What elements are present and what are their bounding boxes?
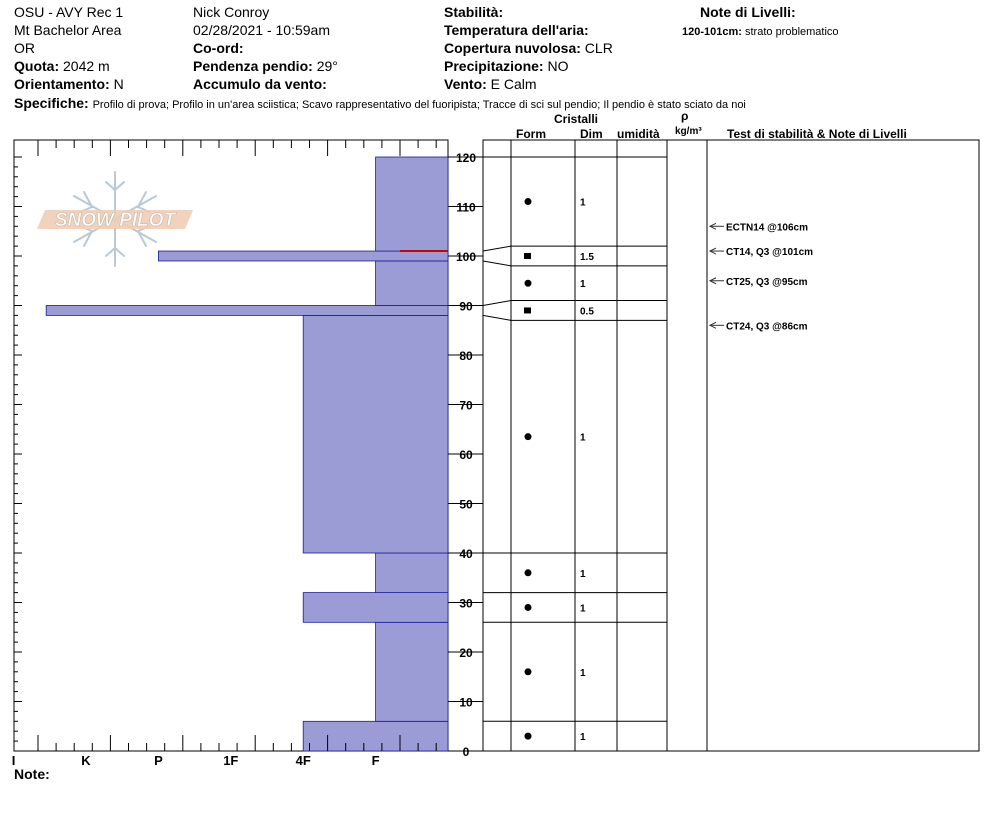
air-temp-label: Temperatura dell'aria:	[444, 22, 589, 38]
height-tick-label: 100	[455, 250, 477, 264]
precip-value: NO	[547, 58, 569, 74]
observer-name: Nick Conroy	[193, 4, 270, 20]
precip-label: Precipitazione:	[444, 58, 544, 74]
hardness-layer-bar	[376, 622, 448, 721]
specifics-label: Specifiche:	[14, 95, 89, 111]
grain-form-round-icon	[525, 604, 532, 611]
grain-rows	[511, 157, 667, 743]
grain-size-value: 1	[580, 197, 586, 209]
hardness-layer-bar	[46, 306, 448, 316]
layer-connector-line	[483, 246, 511, 251]
layer-connector-line	[483, 315, 511, 320]
height-tick-label: 90	[459, 299, 473, 314]
stability-tests	[710, 222, 813, 332]
aspect-label: Orientamento:	[14, 76, 110, 92]
height-tick-label: 110	[456, 200, 476, 215]
layer-note-text: strato problematico	[745, 26, 839, 38]
height-tick-label: 30	[459, 596, 473, 611]
layer-connector-line	[483, 301, 511, 306]
hardness-layer-bar	[376, 261, 448, 306]
grain-size-value: 1	[580, 667, 586, 679]
hardness-tick-label: I	[11, 753, 16, 768]
hardness-layer-bar	[376, 157, 448, 251]
wind-label: Vento:	[444, 76, 487, 92]
coord-label: Co-ord:	[193, 40, 244, 56]
elevation-value: 2042 m	[63, 58, 110, 74]
grain-size-value: 0.5	[580, 306, 594, 318]
hardness-layer-bar	[303, 315, 448, 553]
height-tick-label: 0	[462, 745, 470, 759]
col-density-symbol: ρ	[681, 109, 689, 123]
stability-test-label: ECTN14 @106cm	[726, 222, 809, 234]
wind-loading-label: Accumulo da vento:	[193, 76, 327, 92]
grain-size-value: 1	[580, 432, 586, 444]
hardness-layer-bar	[158, 251, 448, 261]
col-moisture: umidità	[617, 127, 660, 141]
col-crystals: Cristalli	[554, 112, 599, 126]
location-area: Mt Bachelor Area	[14, 22, 122, 38]
logo-text: SNOW PILOT	[54, 210, 176, 231]
hardness-tick-label: F	[371, 753, 380, 768]
col-size: Dim	[580, 127, 603, 141]
location-state: OR	[14, 40, 35, 56]
grain-form-square-icon	[524, 307, 531, 313]
layer-connector-line	[483, 261, 511, 266]
stability-test-label: CT14, Q3 @101cm	[726, 247, 814, 259]
grain-form-round-icon	[525, 280, 532, 287]
grain-size-value: 1.5	[580, 252, 594, 263]
height-tick-label: 70	[459, 398, 473, 413]
aspect-value: N	[113, 76, 124, 92]
grain-form-round-icon	[525, 668, 532, 675]
grain-form-round-icon	[525, 733, 532, 740]
height-tick-label: 80	[459, 349, 473, 363]
height-tick-label: 20	[459, 646, 473, 660]
stability-label: Stabilità:	[444, 4, 504, 20]
specifics-text: Profilo di prova; Profilo in un'area sciistica; Scavo rappresentativo del fuoripista; Tracce di sci sul pendio; Il pendio è stato sciato da noi	[92, 99, 746, 111]
cloud-value: CLR	[584, 40, 613, 56]
hardness-layer-bar	[376, 553, 448, 593]
grain-size-value: 1	[580, 568, 586, 580]
layer-connectors	[483, 157, 511, 721]
height-tick-label: 60	[459, 448, 473, 462]
layer-note-range: 120-101cm:	[682, 26, 742, 38]
slope-value: 29°	[316, 58, 338, 74]
col-tests: Test di stabilità & Note di Livelli	[727, 127, 907, 141]
grain-size-value: 1	[580, 279, 586, 291]
grain-size-value: 1	[580, 603, 586, 615]
col-density-unit: kg/m³	[675, 126, 702, 137]
slope-label: Pendenza pendio:	[193, 58, 313, 74]
height-tick-label: 40	[459, 547, 473, 561]
col-form: Form	[516, 127, 546, 141]
notes-label: Note:	[14, 766, 50, 782]
location-name: OSU - AVY Rec 1	[14, 4, 124, 20]
height-tick-label: 10	[459, 695, 473, 710]
grain-size-value: 1	[580, 732, 586, 744]
hardness-layers	[46, 157, 448, 751]
height-tick-label: 50	[459, 497, 473, 512]
elevation-label: Quota:	[14, 58, 60, 74]
wind-value: E Calm	[490, 76, 537, 92]
hardness-tick-label: K	[81, 753, 91, 768]
hardness-layer-bar	[303, 593, 448, 623]
grain-form-square-icon	[524, 253, 531, 259]
cloud-label: Copertura nuvolosa:	[444, 40, 581, 56]
hardness-layer-bar	[303, 721, 448, 751]
hardness-tick-label: 1F	[223, 753, 239, 768]
observation-datetime: 02/28/2021 - 10:59am	[193, 22, 330, 38]
hardness-tick-label: 4F	[295, 753, 311, 768]
stability-test-label: CT24, Q3 @86cm	[726, 321, 808, 333]
stability-test-label: CT25, Q3 @95cm	[726, 276, 808, 288]
grain-form-round-icon	[525, 433, 532, 440]
height-tick-label: 120	[455, 151, 477, 165]
layer-notes-title: Note di Livelli:	[700, 4, 796, 20]
hardness-tick-label: P	[154, 753, 163, 768]
grain-form-round-icon	[525, 198, 532, 205]
grain-form-round-icon	[525, 569, 532, 576]
